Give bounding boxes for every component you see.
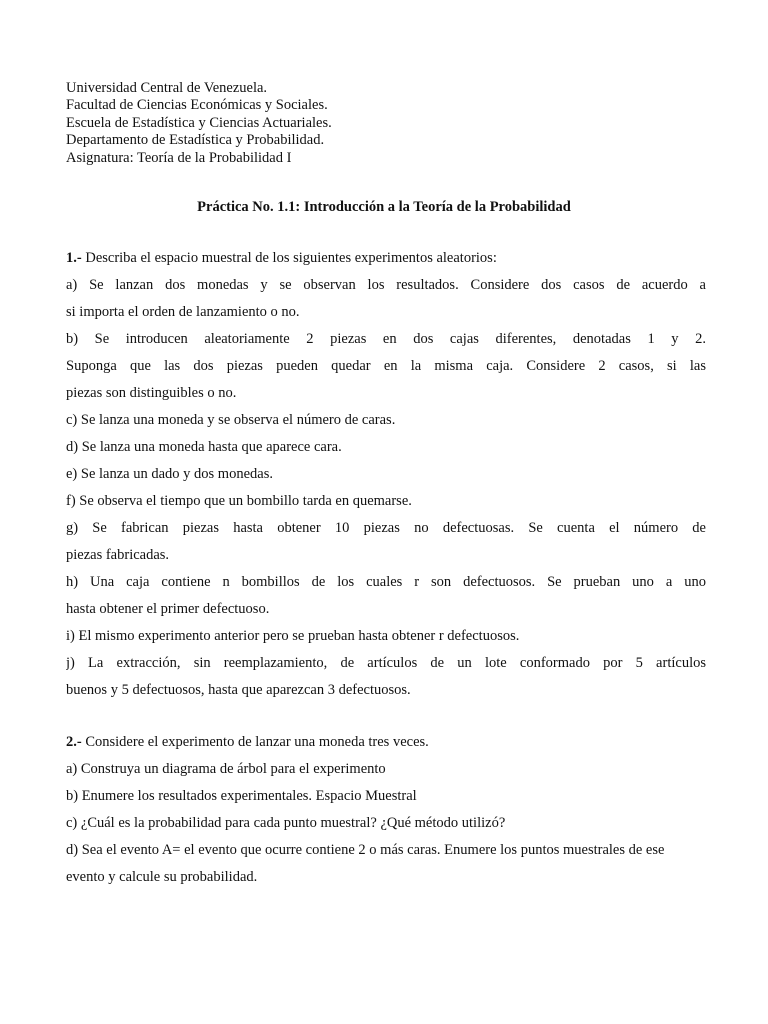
header-school: Escuela de Estadística y Ciencias Actuariales. <box>66 114 332 131</box>
question-1 <box>66 248 706 707</box>
question-2-prompt-text: Considere el experimento de lanzar una moneda tres veces. <box>81 734 429 750</box>
question-1-prompt-text: Describa el espacio muestral de los siguientes experimentos aleatorios: <box>81 250 497 266</box>
question-2-line: c) ¿Cuál es la probabilidad para cada punto muestral? ¿Qué método utilizó? <box>66 815 506 831</box>
question-2-line: d) Sea el evento A= el evento que ocurre contiene 2 o más caras. Enumere los puntos muestrales de ese <box>66 842 665 858</box>
question-1-line: hasta obtener el primer defectuoso. <box>66 601 270 617</box>
header-department: Departamento de Estadística y Probabilidad. <box>66 132 325 149</box>
question-1-line: Suponga que las dos piezas pueden quedar en la misma caja. Considere 2 casos, si las <box>66 358 706 374</box>
question-1-line: e) Se lanza un dado y dos monedas. <box>66 466 273 482</box>
question-1-line: a) Se lanzan dos monedas y se observan los resultados. Considere dos casos de acuerdo a <box>66 277 706 293</box>
header-university: Universidad Central de Venezuela. <box>66 80 268 96</box>
question-1-line: piezas son distinguibles o no. <box>66 385 237 401</box>
question-1-line: b) Se introducen aleatoriamente 2 piezas en dos cajas diferentes, denotadas 1 y 2. <box>66 331 706 347</box>
question-2-line: evento y calcule su probabilidad. <box>66 869 258 885</box>
header-course: Asignatura: Teoría de la Probabilidad I <box>66 149 292 166</box>
question-1-prompt <box>66 248 706 275</box>
question-1-line: buenos y 5 defectuosos, hasta que aparezcan 3 defectuosos. <box>66 682 411 698</box>
question-1-line: c) Se lanza una moneda y se observa el número de caras. <box>66 412 396 428</box>
header-faculty: Facultad de Ciencias Económicas y Sociales. <box>66 97 328 114</box>
question-1-line: j) La extracción, sin reemplazamiento, de artículos de un lote conformado por 5 artículos <box>66 655 706 671</box>
question-2 <box>66 732 706 894</box>
question-1-line: h) Una caja contiene n bombillos de los cuales r son defectuosos. Se prueban uno a uno <box>66 574 706 590</box>
question-2-prompt <box>66 732 706 759</box>
institution-header <box>66 80 706 167</box>
question-2-line: b) Enumere los resultados experimentales. Espacio Muestral <box>66 788 417 804</box>
question-1-line: g) Se fabrican piezas hasta obtener 10 piezas no defectuosas. Se cuenta el número de <box>66 520 706 536</box>
question-2-number: 2.- <box>66 734 82 750</box>
question-1-line: f) Se observa el tiempo que un bombillo tarda en quemarse. <box>66 493 412 509</box>
question-1-line: si importa el orden de lanzamiento o no. <box>66 304 300 320</box>
question-2-line: a) Construya un diagrama de árbol para el experimento <box>66 761 386 777</box>
question-1-line: i) El mismo experimento anterior pero se prueban hasta obtener r defectuosos. <box>66 628 520 644</box>
document-title: Práctica No. 1.1: Introducción a la Teoría de la Probabilidad <box>197 199 571 215</box>
question-1-line: piezas fabricadas. <box>66 547 170 563</box>
question-1-number: 1.- <box>66 250 82 266</box>
question-1-line: d) Se lanza una moneda hasta que aparece cara. <box>66 439 342 455</box>
